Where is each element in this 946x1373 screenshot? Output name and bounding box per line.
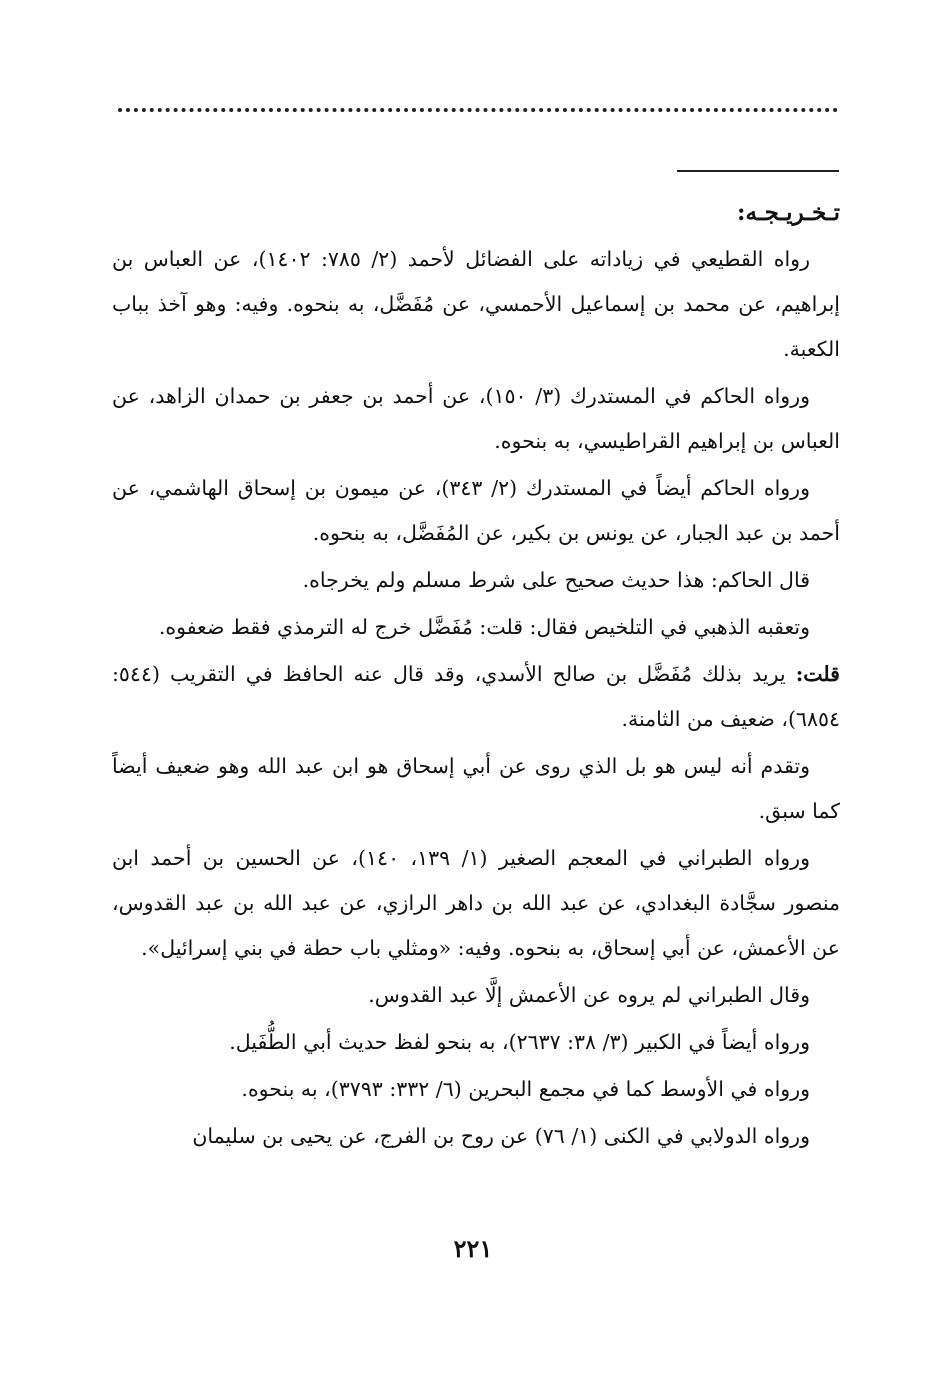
paragraph: وقال الطبراني لم يروه عن الأعمش إلَّا عبد القدوس. (368, 983, 810, 1007)
page-body (112, 190, 840, 1161)
paragraph: ورواه الطبراني في المعجم الصغير (١/ ١٣٩، ١٤٠)، عن الحسين بن أحمد ابن منصور سجَّادة البغدادي، عن عبد الله بن داهر الرازي، عن عبد الله بن عبد القدوس، عن الأعمش، عن أبي إسحاق، به بنحوه. وفيه: «ومثلي باب حطة في بني إسرائيل». (112, 846, 840, 960)
paragraph: ورواه في الأوسط كما في مجمع البحرين (٦/ ٣٣٢: ٣٧٩٣)، به بنحوه. (241, 1077, 810, 1101)
paragraph: وتقدم أنه ليس هو بل الذي روى عن أبي إسحاق هو ابن عبد الله وهو ضعيف أيضاً كما سبق. (112, 754, 840, 823)
section-heading: تـخـريـجـه: (737, 199, 840, 226)
note-label: قلت: (795, 662, 840, 686)
paragraph: رواه القطيعي في زياداته على الفضائل لأحمد (٢/ ٧٨٥: ١٤٠٢)، عن العباس بن إبراهيم، عن محمد بن إسماعيل الأحمسي، عن مُفَضَّل، به بنحوه. وفيه: وهو آخذ بباب الكعبة. (112, 247, 840, 361)
note-paragraph (112, 652, 840, 742)
footnote-rule (677, 170, 839, 172)
paragraph: ورواه الدولابي في الكنى (١/ ٧٦) عن روح بن الفرج، عن يحيى بن سليمان (192, 1124, 810, 1148)
paragraph: ورواه أيضاً في الكبير (٣/ ٣٨: ٢٦٣٧)، به بنحو لفظ حديث أبي الطُّفَيل. (229, 1030, 810, 1054)
paragraph: ورواه الحاكم أيضاً في المستدرك (٢/ ٣٤٣)، عن ميمون بن إسحاق الهاشمي، عن أحمد بن عبد الجبار، عن يونس بن بكير، عن المُفَضَّل، به بنحوه. (112, 476, 840, 545)
note-text: يريد بذلك مُفَضَّل بن صالح الأسدي، وقد قال عنه الحافظ في التقريب (٥٤٤: ٦٨٥٤)، ضعيف من الثامنة. (112, 662, 840, 731)
paragraph: قال الحاكم: هذا حديث صحيح على شرط مسلم ولم يخرجاه. (302, 568, 810, 592)
paragraph: وتعقبه الذهبي في التلخيص فقال: قلت: مُفَضَّل خرج له الترمذي فقط ضعفوه. (158, 615, 810, 639)
page-number: ٢٢١ (453, 1234, 493, 1263)
paragraph: ورواه الحاكم في المستدرك (٣/ ١٥٠)، عن أحمد بن جعفر بن حمدان الزاهد، عن العباس بن إبراهيم القراطيسي، به بنحوه. (112, 384, 840, 453)
dotted-separator (118, 108, 838, 112)
